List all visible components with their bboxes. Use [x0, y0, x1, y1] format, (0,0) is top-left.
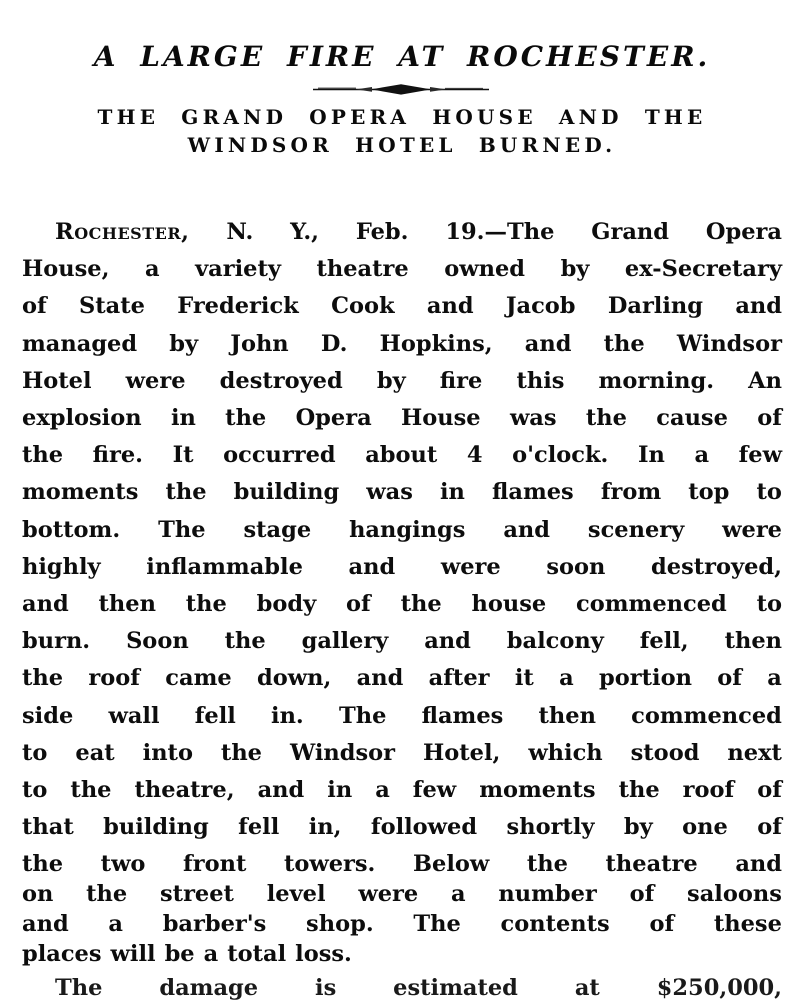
body-text-line: and a barber's shop. The contents of these: [22, 911, 782, 938]
body-text-line: the two front towers. Below the theatre and: [22, 851, 782, 878]
clipped-next-line: The damage is estimated at $250,000,: [55, 975, 782, 1001]
body-text-line: the fire. It occurred about 4 o'clock. In a few: [22, 442, 782, 469]
body-text-line: explosion in the Opera House was the cause of: [22, 405, 782, 431]
body-text-line: on the street level were a number of saloons: [22, 881, 782, 908]
ornamental-divider-rule: [0, 80, 802, 98]
body-text-line: to eat into the Windsor Hotel, which stood next: [22, 739, 782, 766]
body-text-line: places will be a total loss.: [22, 941, 352, 968]
body-text-line: highly inflammable and were soon destroyed,: [22, 553, 782, 580]
article-subhead-line-2: WINDSOR HOTEL BURNED.: [187, 133, 617, 157]
article-subhead-line-1: THE GRAND OPERA HOUSE AND THE: [97, 105, 707, 129]
body-text-line: Rochester, N. Y., Feb. 19.—The Grand Opera: [55, 219, 782, 245]
body-text-line: and then the body of the house commenced to: [22, 591, 782, 617]
body-text-line: moments the building was in flames from top to: [22, 479, 782, 506]
body-text-line: Hotel were destroyed by fire this morning. An: [22, 367, 782, 394]
body-text-line: bottom. The stage hangings and scenery were: [22, 516, 782, 543]
article-headline: A LARGE FIRE AT ROCHESTER.: [93, 40, 711, 73]
body-text-line: the roof came down, and after it a portion of a: [22, 665, 782, 692]
body-text-line: side wall fell in. The flames then commenced: [22, 702, 782, 729]
body-text-line: to the theatre, and in a few moments the roof of: [22, 777, 782, 803]
body-text-line: House, a variety theatre owned by ex-Secretary: [22, 256, 782, 283]
body-text-line: of State Frederick Cook and Jacob Darling and: [22, 293, 782, 320]
body-text-line: that building fell in, followed shortly by one of: [22, 814, 782, 841]
body-text-line: burn. Soon the gallery and balcony fell, then: [22, 628, 782, 655]
body-text-line: managed by John D. Hopkins, and the Windsor: [22, 330, 782, 357]
